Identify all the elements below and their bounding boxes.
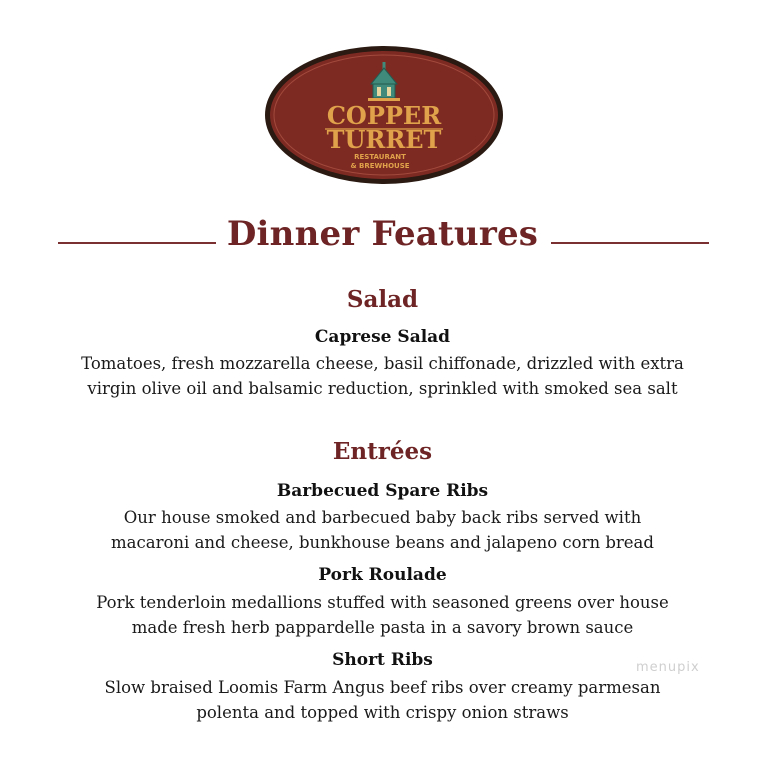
desc-line: made fresh herb pappardelle pasta in a savory brown sauce bbox=[131, 618, 634, 637]
item-desc-caprese-salad bbox=[60, 351, 705, 401]
item-name-caprese-salad: Caprese Salad bbox=[314, 327, 451, 347]
logo-line1: COPPER bbox=[326, 101, 442, 130]
item-desc-barbecued-spare-ribs bbox=[60, 505, 705, 555]
title-row bbox=[0, 214, 765, 266]
desc-line: Tomatoes, fresh mozzarella cheese, basil chiffonade, drizzled with extra bbox=[81, 354, 684, 373]
item-name-barbecued-spare-ribs: Barbecued Spare Ribs bbox=[276, 481, 489, 501]
copper-turret-logo bbox=[263, 44, 505, 186]
desc-line: virgin olive oil and balsamic reduction, sprinkled with smoked sea salt bbox=[87, 379, 678, 398]
logo-line2: TURRET bbox=[326, 125, 442, 154]
logo-line4: & BREWHOUSE bbox=[350, 162, 410, 170]
item-name-short-ribs: Short Ribs bbox=[332, 650, 433, 670]
desc-line: polenta and topped with crispy onion straws bbox=[196, 703, 569, 722]
desc-line: macaroni and cheese, bunkhouse beans and jalapeno corn bread bbox=[111, 533, 654, 552]
title-rule-right bbox=[551, 242, 709, 244]
watermark: menupix bbox=[636, 660, 700, 675]
desc-line: Pork tenderloin medallions stuffed with seasoned greens over house bbox=[96, 593, 669, 612]
item-name-pork-roulade: Pork Roulade bbox=[318, 565, 447, 585]
page-title: Dinner Features bbox=[226, 214, 539, 254]
desc-line: Slow braised Loomis Farm Angus beef ribs over creamy parmesan bbox=[104, 678, 661, 697]
section-heading-salad: Salad bbox=[346, 286, 419, 313]
logo-line3: RESTAURANT bbox=[354, 153, 406, 161]
desc-line: Our house smoked and barbecued baby back ribs served with bbox=[123, 508, 642, 527]
section-heading-entrees: Entrées bbox=[332, 438, 433, 465]
item-desc-short-ribs bbox=[60, 675, 705, 725]
item-desc-pork-roulade bbox=[60, 590, 705, 640]
